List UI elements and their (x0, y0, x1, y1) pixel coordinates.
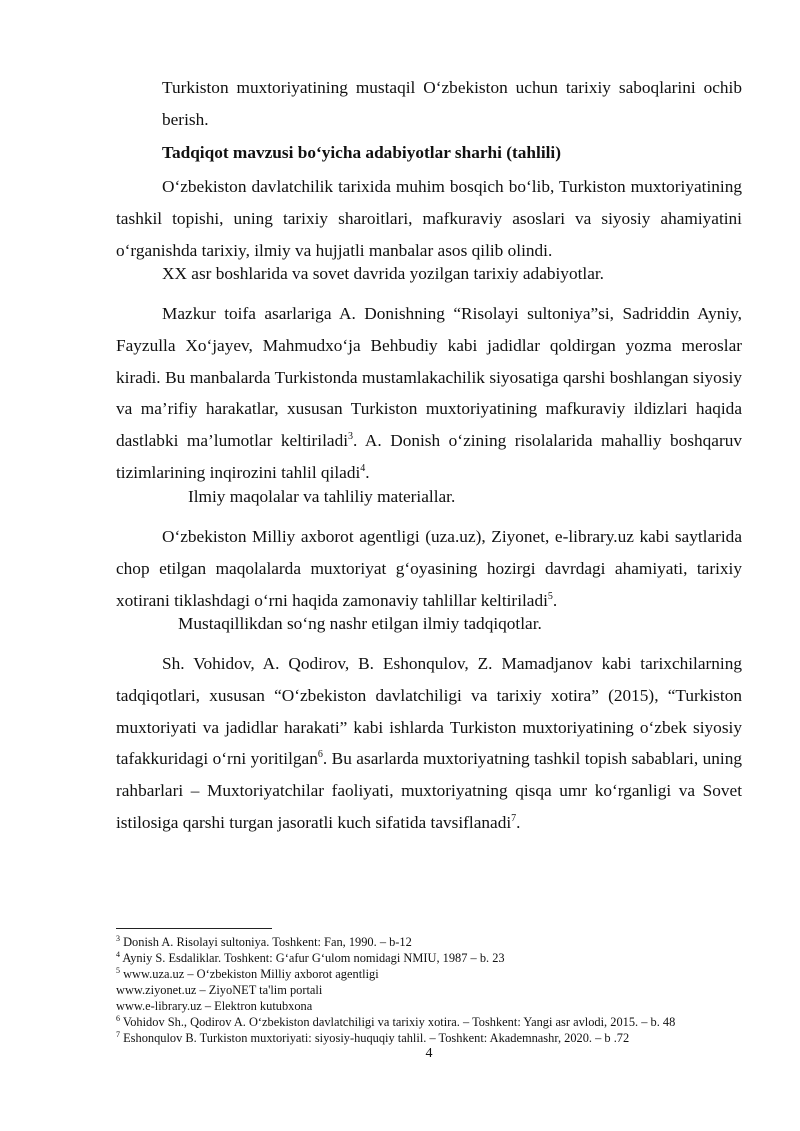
page-number: 4 (425, 1046, 433, 1061)
footnote-ref-7[interactable]: 7 (511, 813, 517, 825)
footnote-ref-3[interactable]: 3 (348, 431, 354, 443)
footnote-text: Vohidov Sh., Qodirov A. O‘zbekiston davlatchiligi va tarixiy xotira. – Toshkent: Yangi asr avlodi, 2015. – b. 48 (122, 1015, 676, 1029)
paragraph-historians-research (116, 648, 742, 839)
footnote-text: www.ziyonet.uz – ZiyoNET ta'lim portali (116, 983, 323, 997)
subheading-soviet-era-literature: XX asr boshlarida va sovet davrida yozilgan tarixiy adabiyotlar. (162, 264, 604, 283)
paragraph-text: . (552, 590, 558, 610)
paragraph-text: Sh. Vohidov, A. Qodirov, B. Eshonqulov, Z. Mamadjanov kabi tarixchilarning tadqiqotlari, xususan “O‘zbekiston davlatchiligi va tarixiy xotira” (2015), “Turkiston muxtoriyati va jadidlar harakati” kabi ishlarda Turkiston muxtoriyatining o‘zbek siyosiy tafakkuridagi o‘rni yoritilgan (116, 654, 742, 769)
footnotes-section (116, 934, 756, 1046)
footnote-ref-5[interactable]: 5 (547, 590, 553, 602)
paragraph-online-articles (116, 521, 742, 616)
subheading-scientific-articles: Ilmiy maqolalar va tahliliy materiallar. (188, 487, 456, 506)
paragraph-text: . (516, 812, 521, 832)
footnote-text: Donish A. Risolayi sultoniya. Toshkent: Fan, 1990. – b-12 (123, 935, 412, 949)
footnote-number: 4 (116, 949, 120, 959)
footnote-text: www.uza.uz – O‘zbekiston Milliy axborot agentligi (123, 967, 379, 981)
footnote-text: www.e-library.uz – Elektron kutubxona (116, 999, 313, 1013)
paragraph-overview: O‘zbekiston davlatchilik tarixida muhim bosqich bo‘lib, Turkiston muxtoriyatining tashkil topishi, uning tarixiy sharoitlari, mafkuraviy asoslari va siyosiy ahamiyatini o‘rganishda tarixiy, ilmiy va hujjatli manbalar asos qilib olindi. (116, 177, 742, 260)
subheading-independence-research: Mustaqillikdan so‘ng nashr etilgan ilmiy tadqiqotlar. (178, 614, 542, 633)
paragraph-text: . (365, 462, 370, 482)
footnote-number: 6 (116, 1013, 120, 1023)
section-heading: Tadqiqot mavzusi bo‘yicha adabiyotlar sharhi (tahlili) (162, 143, 561, 162)
footnote-number: 5 (116, 965, 120, 975)
intro-paragraph: Turkiston muxtoriyatining mustaqil O‘zbekiston uchun tarixiy saboqlarini ochib berish. (162, 78, 742, 129)
footnote-item (116, 950, 756, 966)
footnote-number: 3 (116, 933, 120, 943)
footnote-number: 7 (116, 1029, 120, 1039)
footnote-item (116, 934, 756, 950)
footnote-item (116, 998, 756, 1014)
footnote-text: Ayniy S. Esdaliklar. Toshkent: G‘afur G‘ulom nomidagi NMIU, 1987 – b. 23 (122, 951, 505, 965)
footnote-item (116, 1030, 756, 1046)
footnote-ref-4[interactable]: 4 (360, 463, 366, 475)
paragraph-jadid-sources (116, 298, 742, 489)
footnote-separator (116, 928, 272, 929)
footnote-text: Eshonqulov B. Turkiston muxtoriyati: siyosiy-huquqiy tahlil. – Toshkent: Akademnashr, 2020. – b .72 (123, 1031, 630, 1045)
footnote-ref-6[interactable]: 6 (317, 749, 323, 761)
paragraph-text: O‘zbekiston Milliy axborot agentligi (uza.uz), Ziyonet, e-library.uz kabi saytlarida chop etilgan maqolalarda muxtoriyat g‘oyasining hozirgi davrdagi ahamiyati, tarixiy xotirani tiklashdagi o‘rni haqida zamonaviy tahlillar keltiriladi (116, 527, 742, 610)
footnote-item (116, 1014, 756, 1030)
footnote-item (116, 966, 756, 982)
paragraph-text: . Bu asarlarda muxtoriyatning tashkil topish sabablari, uning rahbarlari – Muxtoriyatchilar faoliyati, muxtoriyatning qisqa umr ko‘rganligi va Sovet istilosiga qarshi turgan jasoratli kuch sifatida tavsiflanadi (116, 749, 742, 832)
footnote-item (116, 982, 756, 998)
paragraph-text: . A. Donish o‘zining risolalarida mahalliy boshqaruv tizimlarining inqirozini tahlil qiladi (116, 431, 742, 482)
paragraph-text: Mazkur toifa asarlariga A. Donishning “Risolayi sultoniya”si, Sadriddin Ayniy, Fayzulla Xo‘jayev, Mahmudxo‘ja Behbudiy kabi jadidlar qoldirgan yozma meroslar kiradi. Bu manbalarda Turkistonda mustamlakachilik siyosatiga qarshi boshlangan siyosiy va ma’rifiy harakatlar, xususan Turkiston muxtoriyatining mafkuraviy ildizlari haqida dastlabki ma’lumotlar keltiriladi (116, 304, 742, 451)
